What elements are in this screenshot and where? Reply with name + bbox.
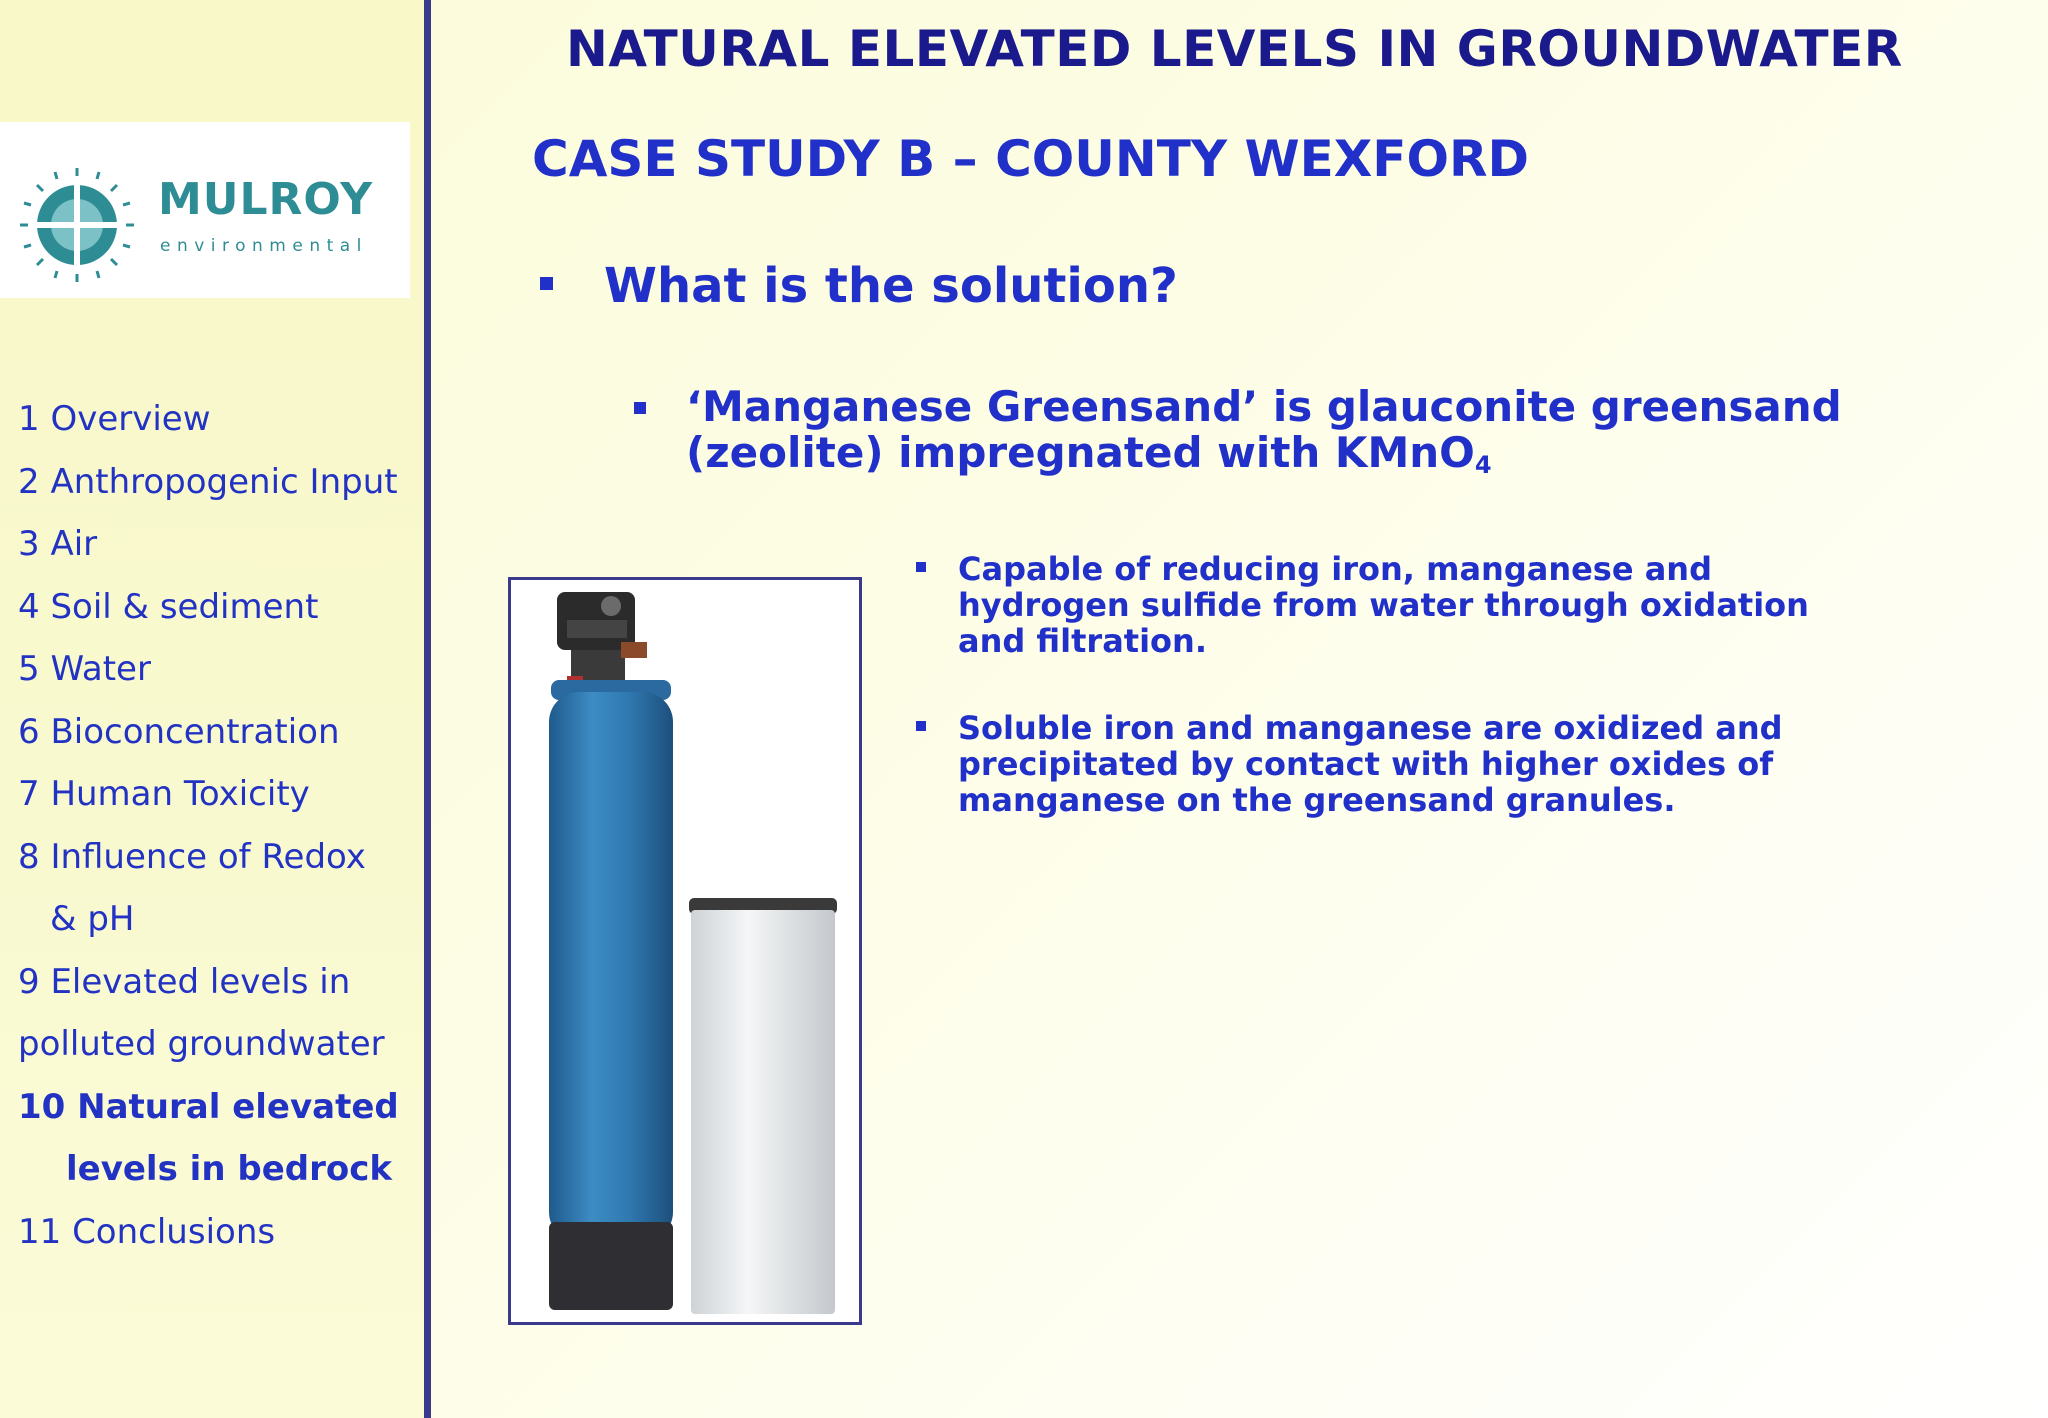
nav-item-redox-ph-cont[interactable]: & pH [50, 899, 135, 939]
mulroy-logo-icon [18, 166, 136, 284]
case-study-title: CASE STUDY B – COUNTY WEXFORD [532, 130, 1529, 188]
bullet-icon [916, 562, 926, 572]
nav-item-natural-levels-active-cont[interactable]: levels in bedrock [66, 1149, 392, 1189]
nav-item-polluted-groundwater[interactable]: 9 Elevated levels in [18, 961, 351, 1002]
bullet-icon [540, 277, 553, 290]
definition-line-1: ‘Manganese Greensand’ is glauconite greensand [686, 382, 1842, 431]
nav-item-bioconcentration[interactable]: 6 Bioconcentration [18, 711, 340, 752]
bullet-icon [916, 721, 926, 731]
nav-item-human-toxicity[interactable]: 7 Human Toxicity [18, 774, 310, 814]
sidebar-divider [424, 0, 431, 1418]
point-oxidation: Capable of reducing iron, manganese and hydrogen sulfide from water through oxidation and filtration. [958, 550, 1809, 660]
point-precipitation: Soluble iron and manganese are oxidized and precipitated by contact with higher oxides of manganese on the greensand granules. [958, 709, 1783, 819]
water-softener-tank-icon [511, 580, 859, 1322]
section-nav [18, 388, 399, 1263]
nav-item-conclusions[interactable]: 11 Conclusions [18, 1211, 276, 1252]
kmno4-subscript: 4 [1474, 451, 1492, 479]
nav-item-natural-levels-active[interactable]: 10 Natural elevated [18, 1086, 399, 1127]
page-title: NATURAL ELEVATED LEVELS IN GROUNDWATER [566, 20, 1903, 78]
definition-line-2: (zeolite) impregnated with KMnO [686, 428, 1475, 477]
logo-name: MULROY [158, 174, 374, 225]
company-logo [0, 122, 410, 298]
question-heading: What is the solution? [604, 258, 1178, 314]
nav-item-polluted-groundwater-cont[interactable]: polluted groundwater [18, 1024, 385, 1064]
nav-item-soil-sediment[interactable]: 4 Soil & sediment [18, 586, 319, 627]
greensand-definition [686, 384, 1886, 488]
nav-item-water[interactable]: 5 Water [18, 649, 151, 689]
nav-item-air[interactable]: 3 Air [18, 524, 98, 564]
nav-item-overview[interactable]: 1 Overview [18, 399, 211, 439]
logo-subtitle: environmental [160, 236, 368, 256]
bullet-icon [634, 402, 646, 414]
nav-item-redox-ph[interactable]: 8 Influence of Redox [18, 836, 366, 877]
nav-item-anthropogenic-input[interactable]: 2 Anthropogenic Input [18, 461, 398, 502]
product-photo [508, 577, 862, 1325]
